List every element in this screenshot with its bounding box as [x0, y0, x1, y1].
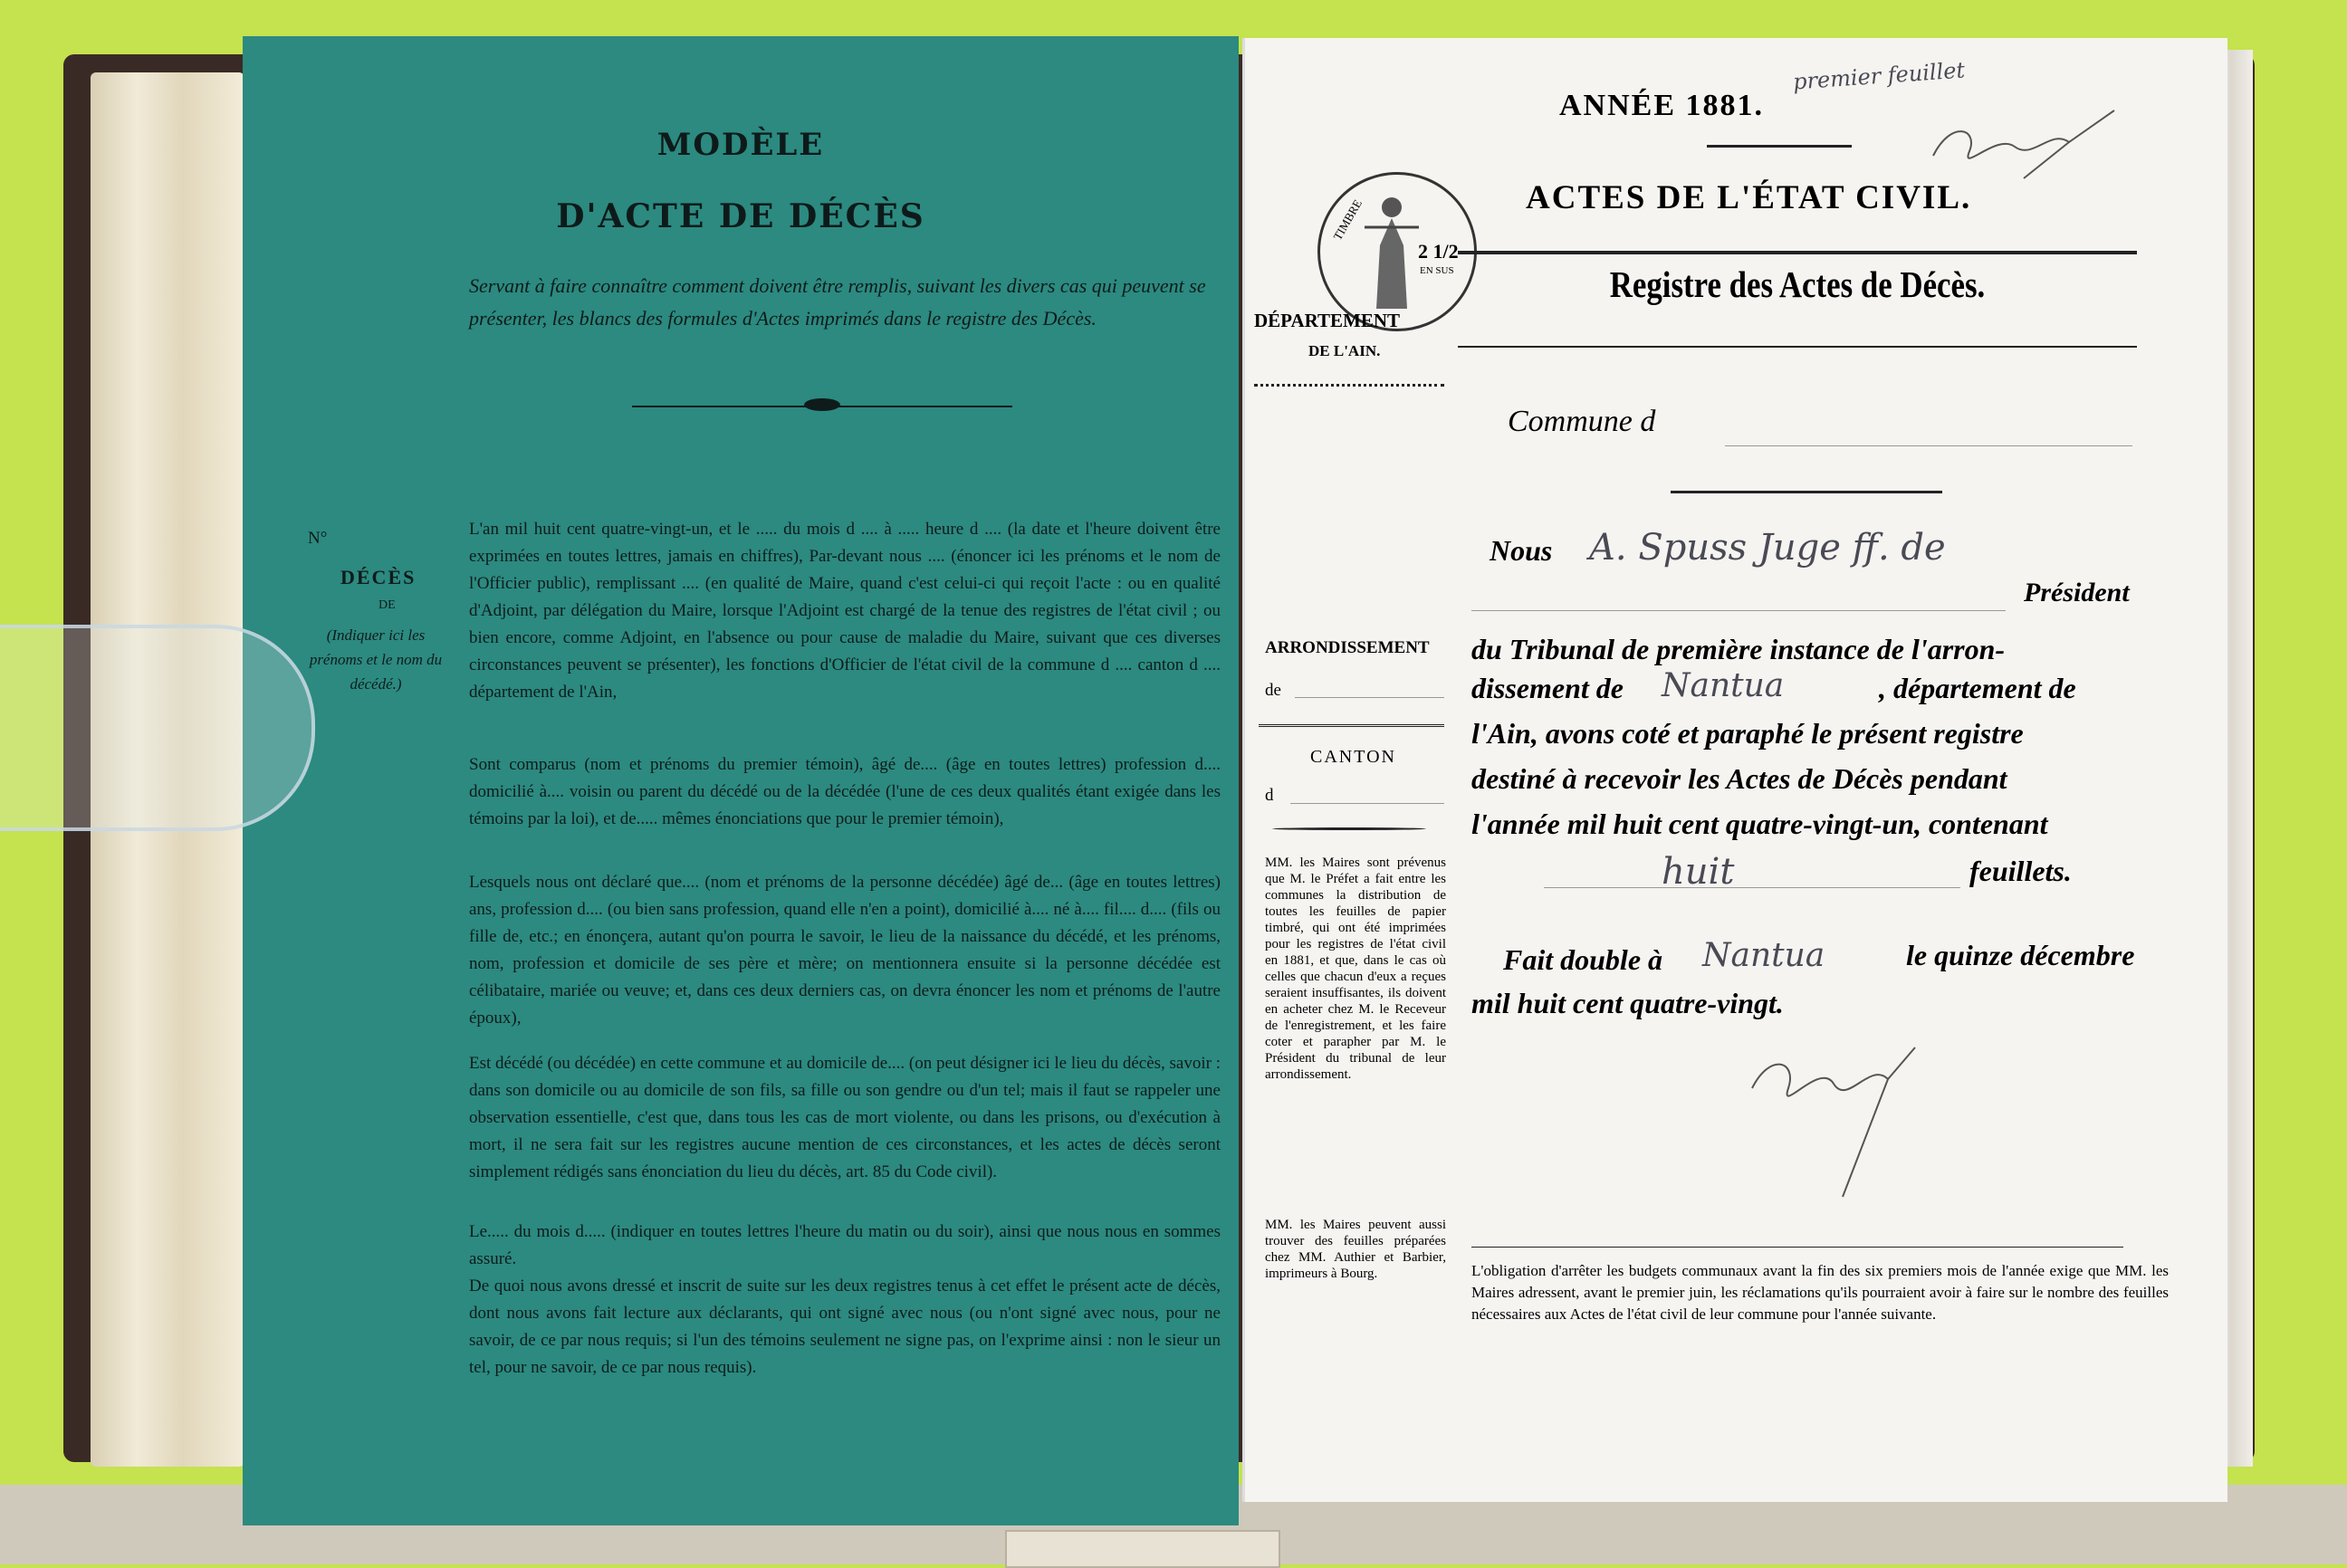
- feuillets-handwritten: huit: [1662, 851, 1735, 893]
- bottom-note: L'obligation d'arrêter les budgets communaux avant la fin des six premiers mois de l'année exige que MM. les Maires adressent, avant le premier juin, les réclamations qu'ils pourraient avoir à faire sur le nombre des feuilles nécessaires aux Actes de l'état civil de leur commune pour l'année suivante.: [1471, 1262, 2169, 1323]
- fait-double-label: Fait double à: [1503, 943, 1663, 976]
- intro-text: Servant à faire connaître comment doivent être remplis, suivant les divers cas qui peuvent se présenter, les blancs des formules d'Actes imprimés dans le registre des Décès.: [469, 274, 1206, 330]
- paragraph: Sont comparus (nom et prénoms du premier témoin), âgé de.... (âge en toutes lettres) profession d.... domicilié à.... voisin ou parent du décédé ou de la décédée (l'une de ces deux qualités étant exigée dans les témoins par la loi), et de..... mêmes énonciations que pour le premier témoin),: [469, 755, 1221, 828]
- signature-bottom: [1734, 1034, 1951, 1206]
- year-rule: [1707, 145, 1852, 148]
- canton-rule: [1272, 827, 1426, 830]
- canton-line: [1290, 803, 1444, 804]
- justice-figure-icon: [1360, 191, 1423, 318]
- maires-note-2: MM. les Maires peuvent aussi trouver des feuilles préparées chez MM. Authier et Barbier, imprimeurs à Bourg.: [1265, 1218, 1446, 1281]
- commune-label: Commune d: [1508, 405, 1656, 438]
- side-deces: DÉCÈS: [340, 566, 417, 588]
- actes-heading: ACTES DE L'ÉTAT CIVIL.: [1526, 179, 1972, 216]
- canton-label: CANTON: [1310, 747, 1396, 767]
- paragraph: Le..... du mois d..... (indiquer en toutes lettres l'heure du matin ou du soir), ainsi que nous nous en sommes assuré.: [469, 1222, 1221, 1268]
- label-sticker: [1005, 1530, 1280, 1568]
- page-holder-clip: [0, 625, 315, 831]
- paragraph: De quoi nous avons dressé et inscrit de suite sur les deux registres tenus à cet effet le présent acte de décès, dont nous avons fait lecture aux déclarants, qui ont signé avec nous (ou n'ont signé avec nous, pour ne savoir, de ce par nous requis; si l'un des témoins seulement ne signe pas, on l'exprime ainsi : non le sieur un tel, pour ne savoir, de ce par nous requis).: [469, 1276, 1221, 1377]
- signature-top: [1915, 101, 2132, 183]
- fait-date: le quinze décembre: [1906, 939, 2135, 971]
- side-de: DE: [378, 598, 396, 612]
- nous-label: Nous: [1490, 534, 1553, 567]
- fait-handwritten: Nantua: [1702, 937, 1825, 974]
- nous-line: [1471, 610, 2006, 611]
- tax-stamp: [1317, 172, 1477, 331]
- title-line-1: MODÈLE: [656, 127, 825, 163]
- body-line: l'année mil huit cent quatre-vingt-un, contenant: [1471, 808, 2048, 840]
- bottom-rule: [1471, 1247, 2123, 1248]
- annotation-top: premier feuillet: [1792, 57, 1966, 95]
- paragraph: Lesquels nous ont déclaré que.... (nom et prénoms de la personne décédée) âgé de... (âge en toutes lettres) ans, profession d.... (ou bien sans profession, quand elle n'en a point), domicilié à.... né à.... fil.... d.... (fils ou fille de, etc.; en énonçera, autant qu'on pourra le savoir, le lieu de la naissance du décédé, et les prénoms, nom, profession et domicile de ses père et mère; on mentionnera ensuite si la personne décédée est célibataire, mariée ou veuve; et, dans ces deux derniers cas, on devra énoncer les nom et prénoms de l'autre époux),: [469, 873, 1221, 1028]
- nous-handwritten: A. Spuss Juge ff. de: [1589, 527, 1946, 569]
- feuillets-line: [1544, 887, 1960, 888]
- heading-rule: [1458, 251, 2137, 254]
- dept-rule: [1254, 384, 1444, 387]
- body-line-departement: , département de: [1879, 672, 2076, 704]
- stamp-label: TIMBRE: [1330, 196, 1365, 243]
- ornament-rule-right: [1671, 491, 1942, 493]
- registre-title: Registre des Actes de Décès.: [1609, 263, 1986, 305]
- side-number: N°: [308, 529, 328, 548]
- fait-year: mil huit cent quatre-vingt.: [1471, 987, 1784, 1019]
- stamp-price: 2 1/2: [1418, 240, 1459, 263]
- stamp-ensus: EN SUS: [1420, 265, 1454, 276]
- ornament-center: [804, 398, 840, 411]
- president-label: Président: [2024, 578, 2130, 607]
- registre-rule: [1458, 346, 2137, 348]
- arrondissement-label: ARRONDISSEMENT: [1265, 638, 1430, 657]
- paragraph: L'an mil huit cent quatre-vingt-un, et le ..... du mois d .... à ..... heure d .... (la date et l'heure doivent être exprimées en toutes lettres, jamais en chiffres), Par-devant nous .... (énoncer ici les prénoms et le nom de l'Officier public), remplissant .... (en qualité de Maire, quand c'est celui-ci qui reçoit l'acte : ou en qualité d'Adjoint, par délégation du Maire, lorsque l'Adjoint est chargé de la tenue des registres de l'état civil ; ou bien encore, comme Adjoint, en l'absence ou pour cause de maladie du Maire, suivant que ces diverses circonstances peuvent se présenter), les fonctions d'Officier de l'état civil de la commune d .... canton d .... département de l'Ain,: [469, 520, 1221, 702]
- paragraph: Est décédé (ou décédée) en cette commune et au domicile de.... (on peut désigner ici le lieu du décès, savoir : dans son domicile ou au domicile de son fils, sa fille ou son gendre ou d'un tel; mais il faut se rappeler une observation essentielle, c'est que, dans tous les cas de mort violente, ou dans les prisons, ou d'exécution à mort, il ne sera fait sur les registres aucune mention de ces circonstances, et les actes de décès seront simplement rédigés sans énonciation du lieu du décès, art. 85 du Code civil).: [469, 1054, 1221, 1181]
- body-line-dissement: dissement de: [1471, 672, 1624, 704]
- body-line: du Tribunal de première instance de l'arron-: [1471, 633, 2006, 665]
- right-page: [1242, 38, 2227, 1502]
- feuillets-label: feuillets.: [1969, 855, 2072, 887]
- body-line: destiné à recevoir les Actes de Décès pendant: [1471, 762, 2007, 795]
- commune-line: [1725, 445, 2132, 446]
- title-line-2: D'ACTE DE DÉCÈS: [556, 197, 925, 235]
- maires-note-1: MM. les Maires sont prévenus que M. le Préfet a fait entre les communes la distribution de toutes les feuilles de papier timbré, qui ont été imprimées pour les registres de l'état civil en 1881, et que, dans le cas où celles que chacun d'eux a reçues seraient insuffisantes, ils doivent en acheter chez M. le Receveur de l'enregistrement, et les faire coter et parapher par M. le Président du tribunal de leur arrondissement.: [1265, 856, 1446, 1082]
- side-note: (Indiquer ici les prénoms et le nom du décédé.): [309, 626, 443, 693]
- body-line: l'Ain, avons coté et paraphé le présent registre: [1471, 717, 2024, 750]
- year-heading: ANNÉE 1881.: [1558, 89, 1765, 122]
- arrondissement-handwritten: Nantua: [1662, 667, 1785, 704]
- left-page: [243, 36, 1239, 1525]
- de-lain-label: DE L'AIN.: [1308, 342, 1381, 359]
- departement-label: DÉPARTEMENT: [1254, 310, 1401, 331]
- canton-d: d: [1265, 786, 1274, 805]
- arrondissement-rule: [1259, 724, 1444, 727]
- arrondissement-line: [1295, 697, 1444, 698]
- arrondissement-de: de: [1265, 681, 1281, 700]
